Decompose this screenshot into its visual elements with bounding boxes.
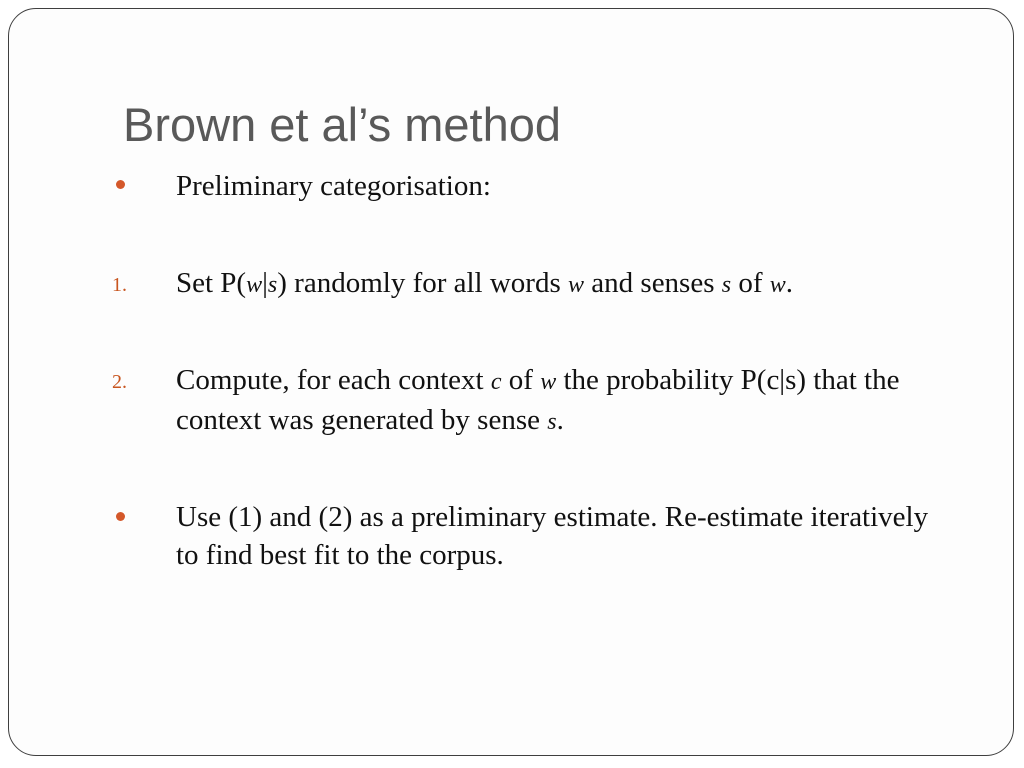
bullet-text: Use (1) and (2) as a preliminary estimate. Re-estimate iteratively to find best fit to the corpus. xyxy=(176,501,929,571)
italic-var: s xyxy=(267,272,278,298)
numbered-item-2 xyxy=(176,361,936,441)
numbered-item-1 xyxy=(176,264,936,304)
text-part: . xyxy=(556,404,564,436)
italic-var: w xyxy=(246,272,263,298)
italic-var: s xyxy=(547,409,557,435)
bullet-text: Preliminary categorisation: xyxy=(176,170,491,202)
bullet-marker xyxy=(116,180,125,189)
text-part: ) randomly for all words xyxy=(277,267,569,299)
text-part: . xyxy=(785,267,794,299)
italic-var: w xyxy=(568,272,585,298)
text-part: of xyxy=(731,267,770,299)
list-number-2: 2. xyxy=(112,371,127,393)
bullet-marker xyxy=(116,512,125,521)
text-part: Set P( xyxy=(176,267,247,299)
italic-var: s xyxy=(721,272,732,298)
text-part: | xyxy=(262,267,268,299)
text-part: and senses xyxy=(584,267,722,299)
list-number-1: 1. xyxy=(112,274,127,296)
text-part: of xyxy=(501,364,541,396)
italic-var: c xyxy=(490,369,502,395)
bullet-item-reestimate xyxy=(176,498,936,574)
italic-var: w xyxy=(769,272,786,298)
slide-title: Brown et al’s method xyxy=(123,98,562,151)
bullet-item-preliminary xyxy=(176,167,936,205)
italic-var: w xyxy=(540,369,557,395)
text-part: the probability P(c|s) that the context was generated by sense xyxy=(176,364,900,436)
text-part: Compute, for each context xyxy=(176,364,491,396)
